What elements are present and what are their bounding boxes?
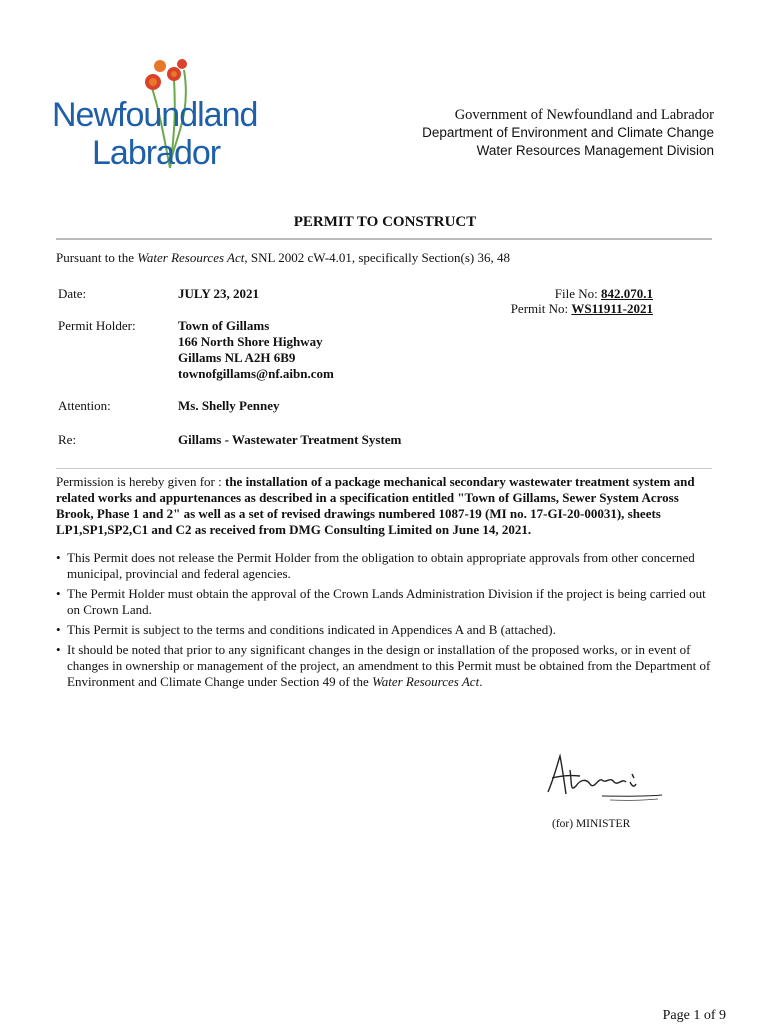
attention-label: Attention: [58,398,111,413]
logo-text-newfoundland: Newfoundland [52,96,258,134]
holder-name: Town of Gillams [178,318,270,333]
permit-number [511,301,653,317]
date-value: JULY 23, 2021 [178,286,260,301]
date-label: Date: [58,286,87,301]
condition-item [56,642,716,690]
re-value: Gillams - Wastewater Treatment System [178,432,402,447]
logo-text-labrador: Labrador [92,134,221,172]
permit-number-value: WS11911-2021 [571,301,653,316]
condition-suffix: . [479,674,483,689]
condition-item: • This Permit is subject to the terms and conditions indicated in Appendices A and B (attached). [56,622,716,638]
holder-street: 166 North Shore Highway [178,334,323,349]
newfoundland-labrador-logo [52,58,262,176]
signature-image [540,748,670,808]
section-divider [56,468,712,469]
permission-body: the installation of a package mechanical secondary wastewater treatment system and related works and appurtenances as described in a specification entitled "Town of Gillams, Sewer System Across Brook, Phase 1 and 2" as well as a set of revised drawings numbered 1087-19 (MI no. 17-GI-20-00031), sheets LP1,SP1,SP2,C1 and C2 as received from DMG Consulting Limited on June 14, 2021. [56,474,695,537]
holder-email: townofgillams@nf.aibn.com [178,366,334,381]
government-header [422,106,714,160]
minister-signature [540,748,670,808]
division-name: Water Resources Management Division [476,143,714,158]
pursuant-suffix: , SNL 2002 cW-4.01, specifically Section(s) 36, 48 [244,250,510,265]
pursuant-prefix: Pursuant to the [56,250,138,265]
permit-holder-label: Permit Holder: [58,318,136,333]
re-label: Re: [58,432,77,447]
file-number-value: 842.070.1 [601,286,653,301]
condition-text: It should be noted that prior to any significant changes in the design or installation of the proposed works, or in event of changes in ownership or management of the project, an amendment to this Permit must be obtained from the Department of Environment and Climate Change under Section 49 of the [67,642,711,689]
condition-act: Water Resources Act [372,674,480,689]
government-name: Government of Newfoundland and Labrador [454,107,714,123]
permission-prefix: Permission is hereby given for : [56,474,225,489]
page-number: Page 1 of 9 [662,1008,726,1023]
condition-item: • This Permit does not release the Permit Holder from the obligation to obtain appropriate approvals from other concerned municipal, provincial and federal agencies. [56,550,716,582]
signature-caption: (for) MINISTER [552,818,631,830]
permission-paragraph [56,474,716,538]
permit-holder-address [178,318,334,382]
title-divider [56,238,712,240]
pursuant-line [56,250,510,266]
document-title: PERMIT TO CONSTRUCT [293,214,477,230]
conditions-list [56,550,716,694]
file-number [555,286,653,302]
department-name: Department of Environment and Climate Change [422,125,714,140]
file-number-label: File No: [554,286,601,301]
holder-city: Gillams NL A2H 6B9 [178,350,296,365]
pursuant-act: Water Resources Act [137,250,245,265]
attention-value: Ms. Shelly Penney [178,398,280,413]
condition-item: • The Permit Holder must obtain the approval of the Crown Lands Administration Division if the project is being carried out on Crown Land. [56,586,716,618]
permit-number-label: Permit No: [510,301,572,316]
